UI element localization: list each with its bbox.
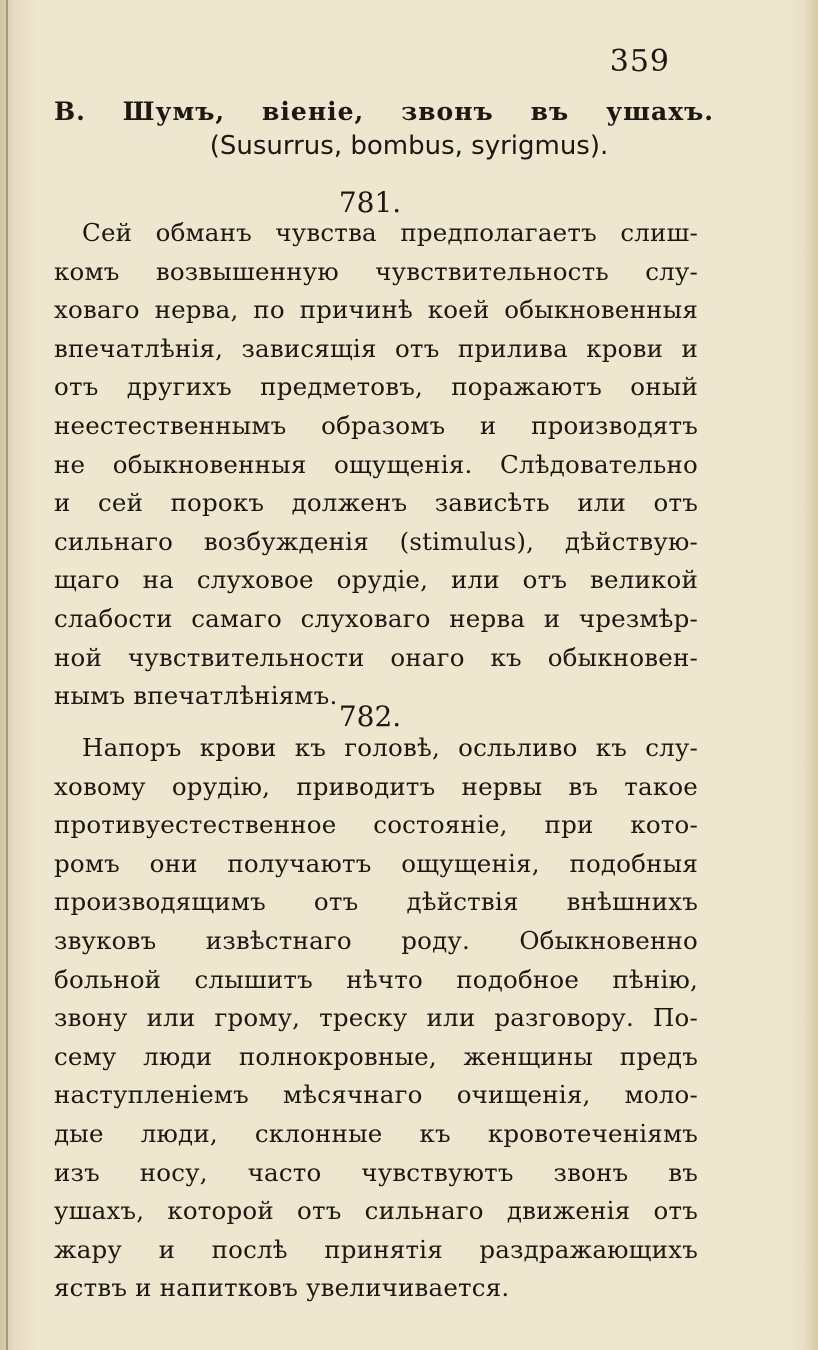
text-line: ховаго нерва, по причинѣ коей обыкновенныя: [54, 295, 698, 325]
paragraph-781: [54, 214, 698, 716]
text-line: неестественнымъ образомъ и производятъ: [54, 410, 698, 440]
paragraph-number: 781.: [338, 186, 402, 219]
text-line: звуковъ извѣстнаго роду. Обыкновенно: [54, 925, 698, 955]
text-line: сильнаго возбужденія (stimulus), дѣйствую-: [54, 526, 698, 556]
text-line: ной чувствительности онаго къ обыкновен-: [54, 642, 698, 672]
text-line: ромъ они получаютъ ощущенія, подобныя: [54, 848, 698, 878]
text-line: щаго на слуховое орудіе, или отъ великой: [54, 565, 698, 595]
section-latin-subtitle: (Susurrus, bombus, syrigmus).: [209, 131, 609, 161]
text-line: комъ возвышенную чувствительность слу-: [54, 256, 698, 286]
text-line: звону или грому, треску или разговору. По-: [54, 1003, 698, 1033]
text-line: дые люди, склонные къ кровотеченіямъ: [54, 1118, 698, 1148]
text-line: Сей обманъ чувства предполагаетъ слиш-: [82, 218, 698, 247]
text-line: не обыкновенныя ощущенія. Слѣдовательно: [54, 449, 698, 479]
text-line: слабости самаго слуховаго нерва и чрезмѣр-: [54, 603, 698, 633]
text-line: наступленіемъ мѣсячнаго очищенія, моло-: [54, 1080, 698, 1110]
text-line: и сей порокъ долженъ зависѣть или отъ: [54, 488, 698, 518]
text-line: больной слышитъ нѣчто подобное пѣнію,: [54, 964, 698, 994]
text-line: противуестественное состояніе, при кото-: [54, 810, 698, 840]
text-line: сему люди полнокровные, женщины предъ: [54, 1041, 698, 1071]
text-line: нымъ впечатлѣніямъ.: [54, 681, 338, 711]
text-line: Напоръ крови къ головѣ, осльливо къ слу-: [82, 733, 698, 762]
text-line: отъ другихъ предметовъ, поражаютъ оный: [54, 372, 698, 402]
text-line: ховому орудію, приводитъ нервы въ такое: [54, 771, 698, 801]
paragraph-782: [54, 729, 698, 1308]
text-line: производящимъ отъ дѣйствія внѣшнихъ: [54, 887, 698, 917]
text-line: ушахъ, которой отъ сильнаго движенія отъ: [54, 1196, 698, 1226]
page-number: 359: [609, 44, 670, 79]
section-heading: В. Шумъ, віеніе, звонъ въ ушахъ.: [54, 97, 714, 126]
text-line: впечатлѣнія, зависящія отъ прилива крови и: [54, 333, 698, 363]
text-line: изъ носу, часто чувствуютъ звонъ въ: [54, 1157, 698, 1187]
paragraph-number: 782.: [338, 700, 402, 733]
text-line: яствъ и напитковъ увеличивается.: [54, 1273, 510, 1303]
text-line: жару и послѣ принятія раздражающихъ: [54, 1234, 698, 1264]
